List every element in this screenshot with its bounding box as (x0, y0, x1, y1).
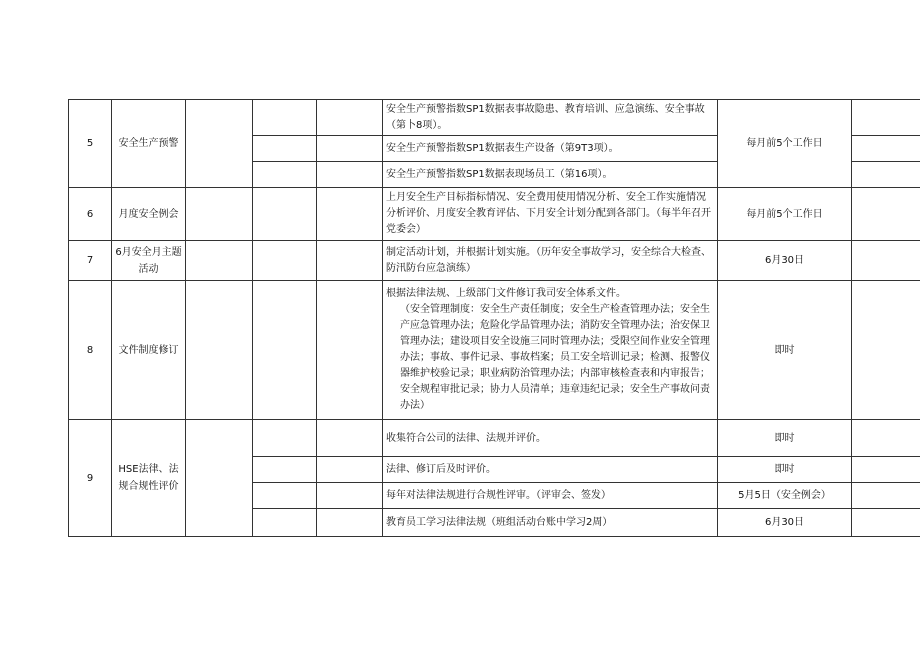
time-cell: 即时 (718, 281, 852, 420)
empty-cell (253, 420, 317, 457)
content-cell: 安全生产预警指数SP1数据表事故隐患、教育培训、应急演练、安全事故（第卜8项）。 (383, 100, 718, 136)
empty-cell (852, 420, 920, 457)
empty-cell (317, 241, 383, 281)
empty-cell (317, 509, 383, 537)
content-cell: 制定活动计划，并根据计划实施。（历年安全事故学习，安全综合大检查、防汛防台应急演练） (383, 241, 718, 281)
time-cell: 6月30日 (718, 241, 852, 281)
row-number: 9 (69, 420, 112, 537)
table-row (69, 100, 920, 136)
empty-cell (186, 188, 253, 241)
safety-plan-table (68, 99, 920, 537)
time-cell: 5月5日（安全例会） (718, 483, 852, 509)
empty-cell (852, 457, 920, 483)
row-number: 5 (69, 100, 112, 188)
empty-cell (852, 188, 920, 241)
empty-cell (186, 420, 253, 537)
empty-cell (852, 100, 920, 136)
empty-cell (253, 241, 317, 281)
empty-cell (253, 509, 317, 537)
table-row (69, 188, 920, 241)
empty-cell (317, 188, 383, 241)
time-cell: 即时 (718, 420, 852, 457)
content-cell: 安全生产预警指数SP1数据表生产设备（第9T3项）。 (383, 136, 718, 162)
item-name: 安全生产预警 (112, 100, 186, 188)
empty-cell (852, 281, 920, 420)
item-name: HSE法律、法规合规性评价 (112, 420, 186, 537)
empty-cell (317, 162, 383, 188)
time-cell: 每月前5个工作日 (718, 100, 852, 188)
empty-cell (253, 136, 317, 162)
item-name: 文件制度修订 (112, 281, 186, 420)
empty-cell (852, 483, 920, 509)
content-cell (383, 281, 718, 420)
empty-cell (852, 162, 920, 188)
empty-cell (253, 162, 317, 188)
item-name: 6月安全月主题活动 (112, 241, 186, 281)
empty-cell (253, 188, 317, 241)
empty-cell (186, 281, 253, 420)
empty-cell (317, 457, 383, 483)
content-document-list: （安全管理制度：安全生产责任制度；安全生产检查管理办法；安全生产应急管理办法；危险化学品管理办法；消防安全管理办法；治安保卫管理办法；建设项目安全设施三同时管理办法；受限空间作业安全管理办法；事故、事件记录、事故档案；员工安全培训记录；检测、报警仪器维护校验记录；职业病防治管理办法；内部审核检查表和内审报告；安全规程审批记录；协力人员清单；违章违纪记录；安全生产事故问责办法） (400, 304, 710, 411)
content-cell: 收集符合公司的法律、法规并评价。 (383, 420, 718, 457)
empty-cell (317, 100, 383, 136)
empty-cell (317, 483, 383, 509)
empty-cell (253, 457, 317, 483)
time-cell: 即时 (718, 457, 852, 483)
time-cell: 每月前5个工作日 (718, 188, 852, 241)
empty-cell (317, 281, 383, 420)
table-row (69, 281, 920, 420)
table-row (69, 420, 920, 457)
empty-cell (253, 281, 317, 420)
row-number: 8 (69, 281, 112, 420)
content-cell: 上月安全生产目标指标情况、安全费用使用情况分析、安全工作实施情况分析评价、月度安全教育评估、下月安全计划分配到各部门。（每半年召开党委会） (383, 188, 718, 241)
empty-cell (317, 136, 383, 162)
content-cell: 安全生产预警指数SP1数据表现场员工（第16项）。 (383, 162, 718, 188)
empty-cell (852, 136, 920, 162)
empty-cell (852, 241, 920, 281)
item-name: 月度安全例会 (112, 188, 186, 241)
empty-cell (186, 241, 253, 281)
row-number: 6 (69, 188, 112, 241)
content-cell: 教育员工学习法律法规（班组活动台账中学习2周） (383, 509, 718, 537)
content-cell: 法律、修订后及时评价。 (383, 457, 718, 483)
row-number: 7 (69, 241, 112, 281)
content-cell: 每年对法律法规进行合规性评审。（评审会、签发） (383, 483, 718, 509)
empty-cell (253, 483, 317, 509)
empty-cell (253, 100, 317, 136)
content-intro: 根据法律法规、上级部门文件修订我司安全体系文件。 (386, 288, 626, 299)
empty-cell (317, 420, 383, 457)
empty-cell (852, 509, 920, 537)
table-row (69, 241, 920, 281)
empty-cell (186, 100, 253, 188)
time-cell: 6月30日 (718, 509, 852, 537)
